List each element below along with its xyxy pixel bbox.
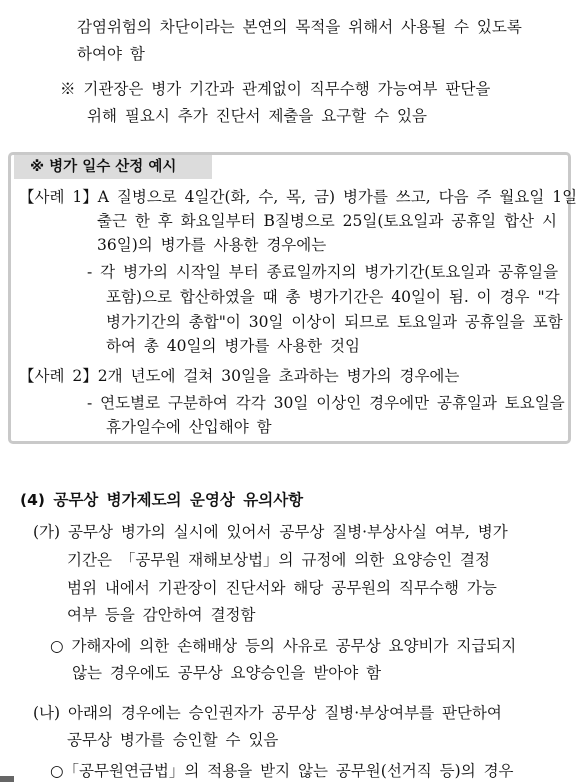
section-na-bullet-line: ○「공무원연금법」의 적용을 받지 않는 공무원(선거직 등)의 경우 [50, 762, 514, 780]
section-ga-line: (가) 공무상 병가의 실시에 있어서 공무상 질병·부상사실 여부, 병가 [33, 523, 508, 541]
paragraph-line: 감염위험의 차단이라는 본연의 목적을 위해서 사용될 수 있도록 [77, 18, 522, 36]
case1-bullet-line: 하여 총 40일의 병가를 사용한 것임 [106, 337, 361, 355]
page-edge-mark [0, 776, 14, 782]
section-ga-line: 범위 내에서 기관장이 진단서와 해당 공무원의 직무수행 가능 [67, 579, 497, 597]
case1-bullet-line: - 각 병가의 시작일 부터 종료일까지의 병가기간(토요일과 공휴일을 [87, 263, 559, 281]
section-heading: (4) 공무상 병가제도의 운영상 유의사항 [20, 491, 304, 509]
case1-bullet-line: 병가기간의 총합"이 30일 이상이 되므로 토요일과 공휴일을 포함 [106, 313, 563, 331]
example-box-title: ※ 병가 일수 산정 예시 [14, 155, 212, 179]
section-ga-bullet-line: 않는 경우에도 공무상 요양승인을 받아야 함 [72, 664, 382, 682]
paragraph-line: 하여야 함 [77, 45, 145, 63]
section-ga-bullet-line: ○ 가해자에 의한 손해배상 등의 사유로 공무상 요양비가 지급되지 [50, 637, 517, 655]
case1-line: 출근 한 후 화요일부터 B질병으로 25일(토요일과 공휴일 합산 시 [97, 212, 557, 230]
case1-line: 【사례 1】A 질병으로 4일간(화, 수, 목, 금) 병가를 쓰고, 다음 주 월요일 1일 [19, 188, 578, 206]
case1-line: 36일)의 병가를 사용한 경우에는 [97, 236, 327, 254]
section-ga-line: 기간은 「공무원 재해보상법」의 규정에 의한 요양승인 결정 [67, 551, 490, 569]
case2-bullet-line: 휴가일수에 산입해야 함 [106, 418, 272, 436]
note-line: 위해 필요시 추가 진단서 제출을 요구할 수 있음 [87, 107, 427, 125]
case2-bullet-line: - 연도별로 구분하여 각각 30일 이상인 경우에만 공휴일과 토요일을 [87, 394, 565, 412]
note-line: ※ 기관장은 병가 기간과 관계없이 직무수행 가능여부 판단을 [60, 80, 491, 98]
case2-line: 【사례 2】2개 년도에 걸쳐 30일을 초과하는 병가의 경우에는 [19, 367, 460, 385]
section-ga-line: 여부 등을 감안하여 결정함 [67, 606, 256, 624]
section-na-line: 공무상 병가를 승인할 수 있음 [67, 731, 279, 749]
case1-bullet-line: 포함)으로 합산하였을 때 총 병가기간은 40일이 됨. 이 경우 "각 [106, 288, 560, 306]
section-na-line: (나) 아래의 경우에는 승인권자가 공무상 질병·부상여부를 판단하여 [33, 704, 502, 722]
